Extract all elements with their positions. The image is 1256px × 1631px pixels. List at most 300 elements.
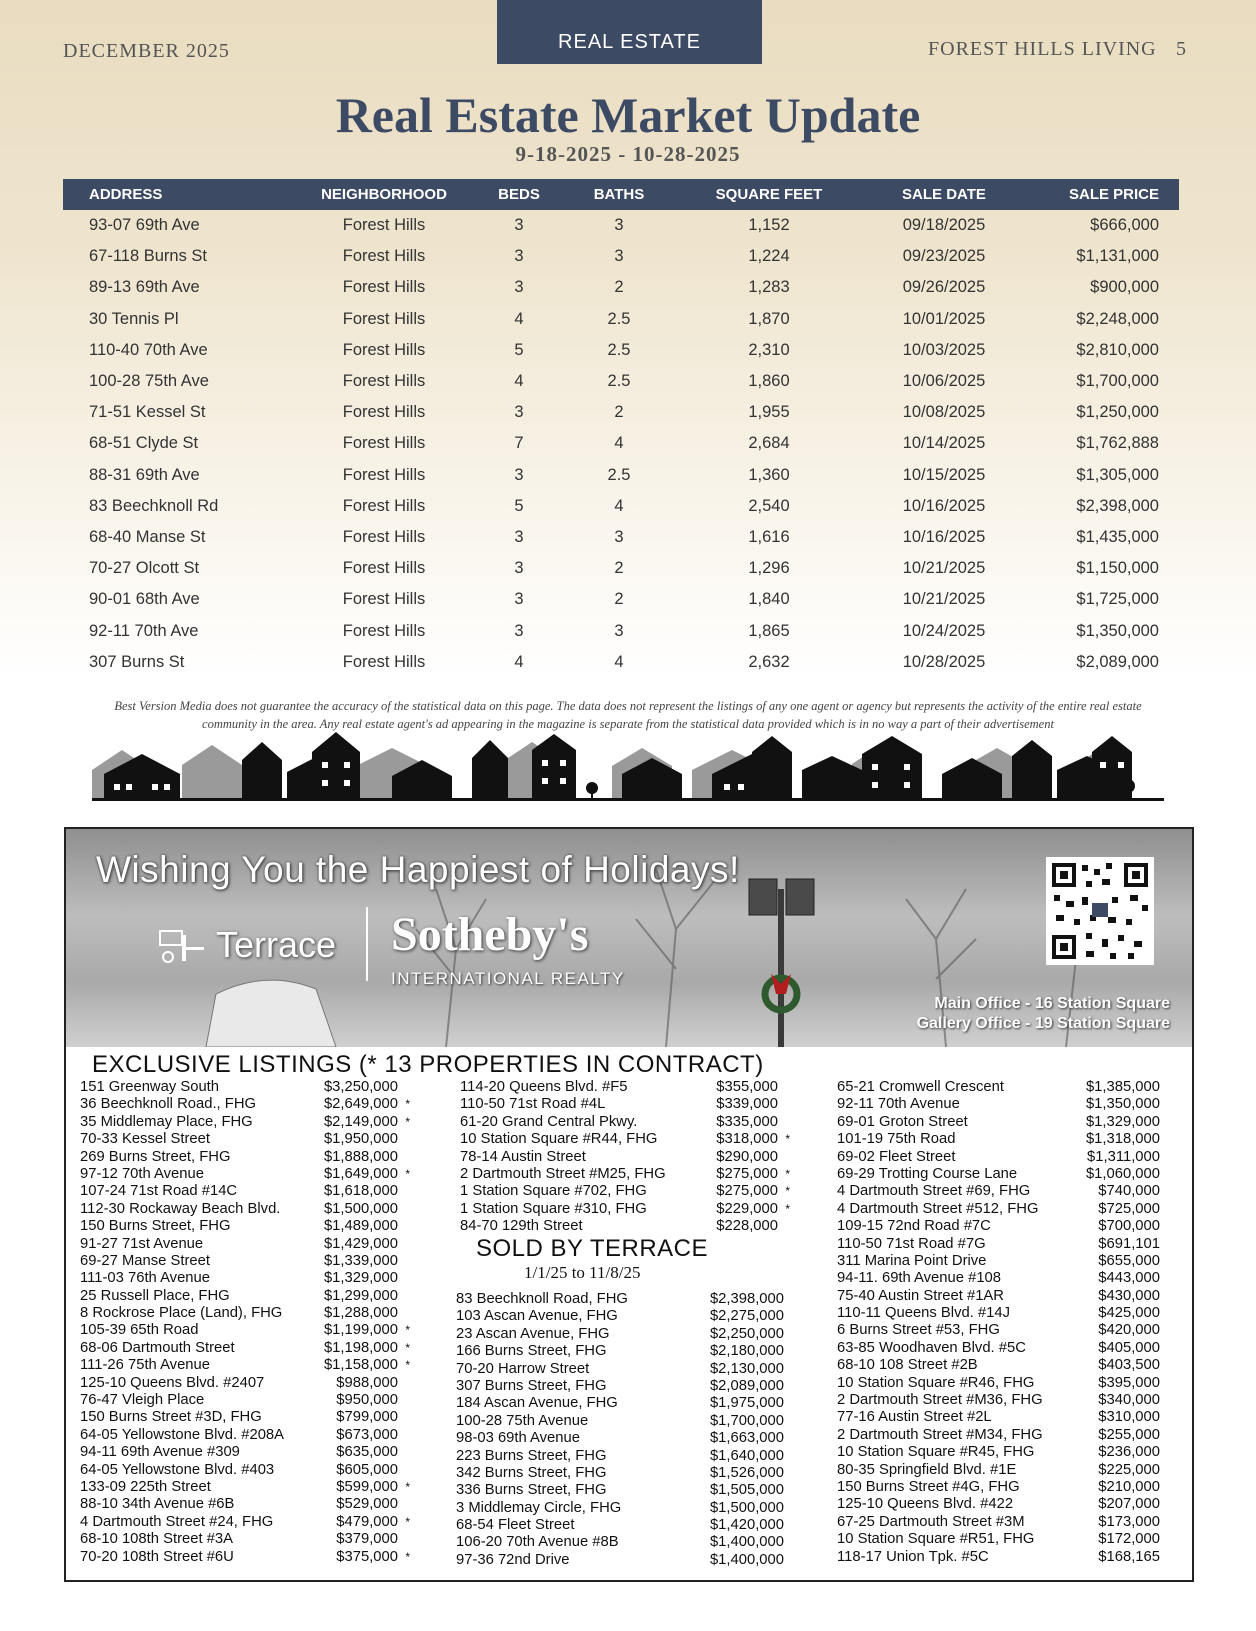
cell-sale-date: 09/26/2025	[902, 278, 986, 297]
house-skyline-illustration	[92, 730, 1164, 802]
listing-address: 269 Burns Street, FHG	[80, 1148, 231, 1165]
listing-price: $1,288,000	[323, 1305, 398, 1322]
listing-price: $395,000	[1098, 1374, 1160, 1391]
listing-price: $229,000	[716, 1200, 778, 1217]
listing-address: 6 Burns Street #53, FHG	[837, 1322, 1000, 1339]
table-body	[63, 210, 1179, 678]
listing-address: 114-20 Queens Blvd. #F5	[460, 1079, 628, 1095]
list-item	[80, 1340, 420, 1357]
cell-square-feet: 1,870	[748, 309, 790, 328]
cell-sale-price: $2,089,000	[1076, 652, 1159, 671]
listing-price: $173,000	[1098, 1513, 1160, 1530]
cell-baths: 4	[614, 496, 624, 515]
cell-address: 92-11 70th Ave	[89, 621, 199, 640]
list-item	[837, 1392, 1172, 1409]
listing-price: $599,000	[336, 1478, 398, 1495]
in-contract-marker: *	[785, 1184, 790, 1199]
listing-address: 75-40 Austin Street #1AR	[837, 1287, 1004, 1304]
cell-square-feet: 2,310	[748, 340, 790, 359]
listing-price: $420,000	[1098, 1322, 1160, 1339]
cell-neighborhood: Forest Hills	[342, 309, 426, 328]
issue-date: DECEMBER 2025	[63, 40, 230, 62]
listing-price: $1,700,000	[709, 1412, 784, 1429]
listing-price: $1,329,000	[1085, 1113, 1160, 1130]
listing-price: $1,299,000	[323, 1287, 398, 1304]
cell-sale-date: 09/18/2025	[902, 216, 986, 235]
column-header-address: ADDRESS	[63, 179, 299, 210]
list-item	[80, 1236, 420, 1253]
listing-address: 69-02 Fleet Street	[837, 1148, 956, 1165]
table-row	[63, 460, 1179, 491]
holiday-banner	[66, 829, 1192, 1047]
listing-address: 150 Burns Street #4G, FHG	[837, 1478, 1020, 1495]
cell-baths: 2	[614, 403, 624, 422]
table-row	[63, 522, 1179, 553]
cell-baths: 3	[614, 247, 624, 266]
page-title: Real Estate Market Update	[335, 87, 921, 143]
in-contract-marker: *	[405, 1340, 410, 1355]
listing-address: 10 Station Square #R45, FHG	[837, 1444, 1035, 1461]
table-header-row	[63, 179, 1179, 210]
list-item	[80, 1253, 420, 1270]
in-contract-marker: *	[785, 1132, 790, 1147]
listing-price: $529,000	[336, 1496, 398, 1513]
listing-price: $1,385,000	[1085, 1079, 1160, 1095]
listing-address: 110-50 71st Road #4L	[460, 1096, 606, 1113]
cell-sale-date: 10/16/2025	[902, 527, 986, 546]
column-header-sale-date: SALE DATE	[869, 179, 1019, 210]
sothebys-brand: Sotheby's	[391, 908, 589, 961]
list-item	[80, 1409, 420, 1426]
listing-price: $290,000	[716, 1148, 778, 1165]
listing-price: $1,489,000	[323, 1218, 398, 1235]
exclusive-listings-column-2	[460, 1079, 800, 1236]
section-tab: REAL ESTATE	[497, 0, 762, 64]
listing-price: $1,663,000	[709, 1430, 784, 1447]
cell-baths: 2	[614, 559, 624, 578]
gallery-office: Gallery Office - 19 Station Square	[916, 1015, 1170, 1032]
listing-address: 4 Dartmouth Street #512, FHG	[837, 1200, 1039, 1217]
listing-address: 133-09 225th Street	[80, 1478, 211, 1495]
listing-address: 1 Station Square #310, FHG	[460, 1200, 647, 1217]
cell-beds: 3	[514, 590, 524, 609]
cell-sale-price: $666,000	[1090, 216, 1159, 235]
cell-address: 30 Tennis Pl	[89, 309, 179, 328]
list-item	[80, 1375, 420, 1392]
list-item	[460, 1096, 800, 1113]
listing-price: $318,000	[716, 1131, 778, 1148]
listing-price: $430,000	[1098, 1287, 1160, 1304]
listing-address: 70-20 108th Street #6U	[80, 1548, 234, 1565]
listing-price: $1,158,000	[323, 1357, 398, 1374]
cell-baths: 3	[614, 621, 624, 640]
listing-address: 64-05 Yellowstone Blvd. #403	[80, 1461, 275, 1478]
listing-address: 68-10 108 Street #2B	[837, 1357, 978, 1374]
cell-sale-price: $1,435,000	[1076, 527, 1159, 546]
listing-price: $255,000	[1098, 1426, 1160, 1443]
cell-beds: 3	[514, 247, 524, 266]
list-item	[837, 1479, 1172, 1496]
listing-address: 105-39 65th Road	[80, 1322, 199, 1339]
list-item	[80, 1131, 420, 1148]
cell-beds: 4	[514, 309, 524, 328]
list-item	[456, 1430, 796, 1447]
list-item	[837, 1114, 1172, 1131]
listing-address: 1 Station Square #702, FHG	[460, 1183, 647, 1200]
cell-square-feet: 1,152	[748, 216, 790, 235]
cell-beds: 3	[514, 278, 524, 297]
cell-sale-date: 10/03/2025	[902, 340, 986, 359]
cell-square-feet: 1,955	[748, 403, 790, 422]
listing-price: $1,505,000	[709, 1482, 784, 1499]
listing-price: $339,000	[716, 1096, 778, 1113]
cell-sale-price: $2,810,000	[1076, 340, 1159, 359]
listing-address: 125-10 Queens Blvd. #422	[837, 1496, 1014, 1513]
listing-address: 70-20 Harrow Street	[456, 1360, 590, 1377]
listing-address: 3 Middlemay Circle, FHG	[456, 1499, 622, 1516]
listing-price: $1,649,000	[323, 1165, 398, 1182]
cell-sale-date: 10/21/2025	[902, 590, 986, 609]
cell-sale-date: 10/28/2025	[902, 652, 986, 671]
list-item	[80, 1270, 420, 1287]
cell-square-feet: 1,224	[748, 247, 790, 266]
terrace-logo-icon	[156, 925, 206, 967]
table-row	[63, 335, 1179, 366]
table-row	[63, 491, 1179, 522]
list-item	[456, 1517, 796, 1534]
listing-address: 4 Dartmouth Street #24, FHG	[80, 1513, 274, 1530]
list-item	[460, 1201, 800, 1218]
listing-price: $673,000	[336, 1426, 398, 1443]
list-item	[837, 1340, 1172, 1357]
sothebys-tagline: INTERNATIONAL REALTY	[391, 969, 625, 988]
listing-price: $725,000	[1098, 1200, 1160, 1217]
in-contract-marker: *	[405, 1514, 410, 1529]
listing-address: 64-05 Yellowstone Blvd. #208A	[80, 1426, 285, 1443]
cell-neighborhood: Forest Hills	[342, 434, 426, 453]
listing-price: $691,101	[1098, 1235, 1160, 1252]
listing-price: $635,000	[336, 1444, 398, 1461]
listing-address: 109-15 72nd Road #7C	[837, 1218, 991, 1235]
cell-address: 70-27 Olcott St	[89, 559, 200, 578]
column-header-beds: BEDS	[469, 179, 569, 210]
listing-price: $605,000	[336, 1461, 398, 1478]
table-row	[63, 615, 1179, 646]
listing-address: 100-28 75th Avenue	[456, 1412, 589, 1429]
listing-address: 68-10 108th Street #3A	[80, 1531, 234, 1548]
cell-sale-price: $1,725,000	[1076, 590, 1159, 609]
cell-square-feet: 1,283	[748, 278, 790, 297]
listing-address: 106-20 70th Avenue #8B	[456, 1534, 619, 1551]
table-row	[63, 553, 1179, 584]
list-item	[837, 1253, 1172, 1270]
listing-price: $425,000	[1098, 1305, 1160, 1322]
in-contract-marker: *	[405, 1358, 410, 1373]
list-item	[456, 1343, 796, 1360]
list-item	[80, 1183, 420, 1200]
list-item	[80, 1166, 420, 1183]
cell-sale-price: $1,150,000	[1076, 559, 1159, 578]
list-item	[80, 1218, 420, 1235]
listing-price: $210,000	[1098, 1478, 1160, 1495]
listing-address: 25 Russell Place, FHG	[80, 1287, 230, 1304]
list-item	[837, 1444, 1172, 1461]
cell-neighborhood: Forest Hills	[342, 496, 426, 515]
list-item	[80, 1096, 420, 1113]
cell-baths: 2.5	[607, 340, 631, 359]
column-header-baths: BATHS	[569, 179, 669, 210]
publication-name: FOREST HILLS LIVING	[928, 38, 1157, 60]
in-contract-marker: *	[785, 1166, 790, 1181]
table-row	[63, 397, 1179, 428]
listing-price: $1,400,000	[709, 1534, 784, 1551]
listing-address: 76-47 Vleigh Place	[80, 1392, 205, 1409]
cell-sale-price: $1,700,000	[1076, 372, 1159, 391]
sales-table	[63, 179, 1179, 678]
cell-square-feet: 1,296	[748, 559, 790, 578]
cell-sale-price: $900,000	[1090, 278, 1159, 297]
cell-sale-price: $1,250,000	[1076, 403, 1159, 422]
listing-address: 63-85 Woodhaven Blvd. #5C	[837, 1339, 1026, 1356]
listing-price: $1,420,000	[709, 1517, 784, 1534]
cell-baths: 3	[614, 527, 624, 546]
cell-beds: 3	[514, 621, 524, 640]
listing-address: 69-29 Trotting Course Lane	[837, 1165, 1018, 1182]
listing-address: 150 Burns Street #3D, FHG	[80, 1409, 262, 1426]
list-item	[80, 1479, 420, 1496]
cell-baths: 2.5	[607, 465, 631, 484]
cell-sale-date: 10/24/2025	[902, 621, 986, 640]
listing-price: $1,500,000	[323, 1200, 398, 1217]
listing-price: $2,089,000	[709, 1377, 784, 1394]
cell-address: 307 Burns St	[89, 652, 185, 671]
cell-sale-price: $1,762,888	[1076, 434, 1159, 453]
list-item	[80, 1149, 420, 1166]
listing-address: 36 Beechknoll Road., FHG	[80, 1096, 257, 1113]
list-item	[837, 1427, 1172, 1444]
in-contract-marker: *	[405, 1114, 410, 1129]
listing-address: 184 Ascan Avenue, FHG	[456, 1395, 618, 1412]
listing-address: 77-16 Austin Street #2L	[837, 1409, 992, 1426]
listing-address: 97-12 70th Avenue	[80, 1165, 204, 1182]
list-item	[837, 1531, 1172, 1548]
list-item	[456, 1291, 796, 1308]
listing-price: $799,000	[336, 1409, 398, 1426]
listing-price: $1,950,000	[323, 1131, 398, 1148]
listing-address: 151 Greenway South	[80, 1079, 220, 1095]
listing-address: 83 Beechknoll Road, FHG	[456, 1291, 628, 1307]
listing-price: $228,000	[716, 1218, 778, 1235]
cell-baths: 3	[614, 216, 624, 235]
qr-code-icon[interactable]	[1046, 857, 1154, 965]
list-item	[837, 1183, 1172, 1200]
cell-beds: 7	[514, 434, 524, 453]
listing-price: $1,198,000	[323, 1339, 398, 1356]
listing-address: 107-24 71st Road #14C	[80, 1183, 238, 1200]
cell-sale-price: $1,350,000	[1076, 621, 1159, 640]
cell-sale-date: 09/23/2025	[902, 247, 986, 266]
cell-sale-date: 10/16/2025	[902, 496, 986, 515]
cell-beds: 4	[514, 652, 524, 671]
listing-price: $375,000	[336, 1548, 398, 1565]
listing-price: $479,000	[336, 1513, 398, 1530]
cell-sale-date: 10/08/2025	[902, 403, 986, 422]
list-item	[837, 1496, 1172, 1513]
cell-square-feet: 1,865	[748, 621, 790, 640]
list-item	[80, 1114, 420, 1131]
cell-sale-price: $2,398,000	[1076, 496, 1159, 515]
listing-price: $1,429,000	[323, 1235, 398, 1252]
cell-address: 110-40 70th Ave	[89, 340, 208, 359]
listing-address: 67-25 Dartmouth Street #3M	[837, 1513, 1025, 1530]
table-row	[63, 584, 1179, 615]
list-item	[456, 1465, 796, 1482]
list-item	[837, 1149, 1172, 1166]
cell-address: 67-118 Burns St	[89, 247, 208, 266]
cell-address: 93-07 69th Ave	[89, 216, 200, 235]
listing-price: $2,180,000	[709, 1343, 784, 1360]
listing-price: $403,500	[1098, 1357, 1160, 1374]
listing-address: 65-21 Cromwell Crescent	[837, 1079, 1004, 1095]
list-item	[80, 1201, 420, 1218]
listing-address: 69-01 Groton Street	[837, 1113, 968, 1130]
cell-sale-date: 10/15/2025	[902, 465, 986, 484]
table-row	[63, 647, 1179, 678]
listing-price: $1,500,000	[709, 1499, 784, 1516]
listing-price: $236,000	[1098, 1444, 1160, 1461]
list-item	[456, 1326, 796, 1343]
list-item	[456, 1395, 796, 1412]
listing-price: $2,398,000	[709, 1291, 784, 1307]
column-header-neighborhood: NEIGHBORHOOD	[299, 179, 469, 210]
in-contract-marker: *	[405, 1166, 410, 1181]
terrace-brand: Terrace	[216, 924, 337, 965]
listing-price: $950,000	[336, 1392, 398, 1409]
listing-address: 111-26 75th Avenue	[80, 1357, 210, 1374]
listing-price: $740,000	[1098, 1183, 1160, 1200]
listing-price: $1,060,000	[1085, 1165, 1160, 1182]
listing-price: $225,000	[1098, 1461, 1160, 1478]
cell-baths: 2.5	[607, 372, 631, 391]
list-item	[80, 1444, 420, 1461]
listing-address: 110-50 71st Road #7G	[837, 1235, 986, 1252]
listing-address: 110-11 Queens Blvd. #14J	[837, 1305, 1011, 1322]
cell-neighborhood: Forest Hills	[342, 652, 426, 671]
table-row	[63, 272, 1179, 303]
list-item	[80, 1514, 420, 1531]
list-item	[460, 1183, 800, 1200]
listing-address: 2 Dartmouth Street #M34, FHG	[837, 1426, 1043, 1443]
exclusive-listings-title: EXCLUSIVE LISTINGS (* 13 PROPERTIES IN CONTRACT)	[92, 1051, 764, 1078]
listing-address: 4 Dartmouth Street #69, FHG	[837, 1183, 1031, 1200]
cell-neighborhood: Forest Hills	[342, 247, 426, 266]
listing-address: 88-10 34th Avenue #6B	[80, 1496, 235, 1513]
cell-sale-date: 10/06/2025	[902, 372, 986, 391]
listing-price: $2,250,000	[709, 1325, 784, 1342]
list-item	[456, 1500, 796, 1517]
list-item	[460, 1079, 800, 1096]
cell-beds: 3	[514, 527, 524, 546]
list-item	[80, 1392, 420, 1409]
list-item	[80, 1496, 420, 1513]
list-item	[456, 1534, 796, 1551]
listing-address: 35 Middlemay Place, FHG	[80, 1113, 253, 1130]
list-item	[460, 1131, 800, 1148]
listing-address: 103 Ascan Avenue, FHG	[456, 1308, 618, 1325]
listing-price: $1,526,000	[709, 1464, 784, 1481]
cell-address: 100-28 75th Ave	[89, 372, 209, 391]
listing-price: $2,275,000	[709, 1308, 784, 1325]
listing-address: 94-11. 69th Avenue #108	[837, 1270, 1002, 1287]
list-item	[80, 1079, 420, 1096]
cell-address: 90-01 68th Ave	[89, 590, 200, 609]
cell-beds: 4	[514, 372, 524, 391]
listing-price: $1,339,000	[323, 1252, 398, 1269]
cell-neighborhood: Forest Hills	[342, 216, 426, 235]
list-item	[837, 1288, 1172, 1305]
cell-baths: 4	[614, 652, 624, 671]
sold-by-terrace-title: SOLD BY TERRACE	[476, 1235, 709, 1262]
in-contract-marker: *	[405, 1479, 410, 1494]
cell-square-feet: 2,684	[748, 434, 790, 453]
listing-address: 150 Burns Street, FHG	[80, 1218, 231, 1235]
list-item	[837, 1357, 1172, 1374]
listing-address: 307 Burns Street, FHG	[456, 1377, 607, 1394]
cell-address: 88-31 69th Ave	[89, 465, 200, 484]
listing-price: $207,000	[1098, 1496, 1160, 1513]
list-item	[837, 1270, 1172, 1287]
list-item	[837, 1549, 1172, 1566]
brand-divider	[366, 907, 368, 981]
holiday-greeting: Wishing You the Happiest of Holidays!	[96, 849, 740, 890]
cell-square-feet: 1,840	[748, 590, 790, 609]
terrace-sothebys-ad	[64, 827, 1194, 1582]
listing-price: $379,000	[336, 1531, 398, 1548]
listing-address: 118-17 Union Tpk. #5C	[837, 1548, 989, 1565]
cell-address: 71-51 Kessel St	[89, 403, 206, 422]
column-header-sale-price: SALE PRICE	[1019, 179, 1179, 210]
list-item	[456, 1361, 796, 1378]
main-office: Main Office - 16 Station Square	[934, 995, 1170, 1012]
cell-neighborhood: Forest Hills	[342, 372, 426, 391]
sold-listings-column-2	[456, 1291, 796, 1569]
table-row	[63, 210, 1179, 241]
list-item	[837, 1322, 1172, 1339]
cell-square-feet: 2,632	[748, 652, 790, 671]
cell-beds: 3	[514, 465, 524, 484]
listing-price: $700,000	[1098, 1218, 1160, 1235]
listing-address: 91-27 71st Avenue	[80, 1235, 204, 1252]
list-item	[456, 1308, 796, 1325]
listing-address: 61-20 Grand Central Pkwy.	[460, 1113, 638, 1130]
listing-address: 92-11 70th Avenue	[837, 1096, 960, 1113]
sold-listings-column-3	[837, 1079, 1172, 1566]
list-item	[80, 1357, 420, 1374]
listing-price: $1,329,000	[323, 1270, 398, 1287]
listing-price: $2,149,000	[323, 1113, 398, 1130]
listing-address: 311 Marina Point Drive	[837, 1252, 987, 1269]
listing-address: 70-33 Kessel Street	[80, 1131, 210, 1148]
listing-price: $988,000	[336, 1374, 398, 1391]
table-row	[63, 241, 1179, 272]
listing-address: 111-03 76th Avenue	[80, 1270, 210, 1287]
list-item	[837, 1166, 1172, 1183]
list-item	[837, 1131, 1172, 1148]
listing-address: 10 Station Square #R51, FHG	[837, 1531, 1035, 1548]
table-row	[63, 428, 1179, 459]
list-item	[837, 1201, 1172, 1218]
list-item	[460, 1218, 800, 1235]
